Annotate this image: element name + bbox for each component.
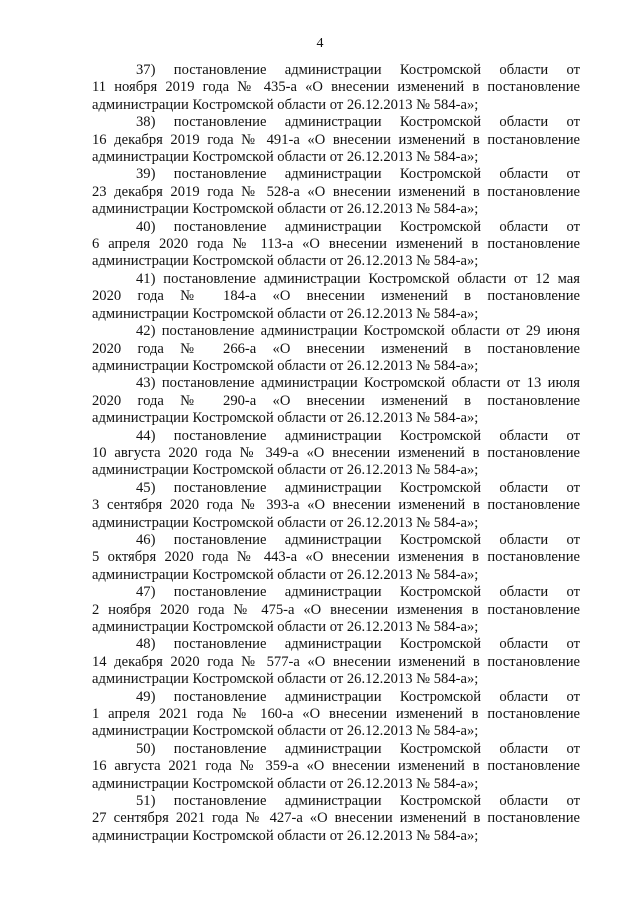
- list-item: [92, 480, 580, 532]
- list-item-line: администрации Костромской области от 26.12.2013 № 584-а»;: [92, 305, 479, 322]
- list-item-line: администрации Костромской области от 26.12.2013 № 584-а»;: [92, 514, 479, 531]
- list-item-line: 6 апреля 2020 года № 113-а «О внесении изменений в постановление: [92, 236, 580, 253]
- list-item-line: 23 декабря 2019 года № 528-а «О внесении изменений в постановление: [92, 183, 580, 200]
- list-item-line: 2 ноября 2020 года № 475-а «О внесении изменения в постановление: [92, 601, 580, 618]
- list-item: [92, 271, 580, 323]
- list-item-line: 14 декабря 2020 года № 577-а «О внесении изменений в постановление: [92, 653, 580, 670]
- list-item-line: 40) постановление администрации Костромской области от: [136, 218, 580, 235]
- list-item-line: администрации Костромской области от 26.12.2013 № 584-а»;: [92, 775, 479, 792]
- list-item-line: 46) постановление администрации Костромской области от: [136, 531, 580, 548]
- list-item-line: 11 ноября 2019 года № 435-а «О внесении изменений в постановление: [92, 79, 580, 96]
- list-item-line: 3 сентября 2020 года № 393-а «О внесении изменений в постановление: [92, 497, 580, 514]
- list-item-line: администрации Костромской области от 26.12.2013 № 584-а»;: [92, 96, 479, 113]
- list-item: [92, 428, 580, 480]
- list-item-line: администрации Костромской области от 26.12.2013 № 584-а»;: [92, 566, 479, 583]
- list-item-line: 39) постановление администрации Костромской области от: [136, 166, 580, 183]
- list-item-line: администрации Костромской области от 26.12.2013 № 584-а»;: [92, 410, 479, 427]
- list-item-line: 2020 года № 184-а «О внесении изменений в постановление: [92, 288, 580, 305]
- list-item-line: 44) постановление администрации Костромской области от: [136, 427, 580, 444]
- regulation-list: [92, 62, 580, 845]
- list-item-line: 50) постановление администрации Костромской области от: [136, 740, 580, 757]
- list-item: [92, 689, 580, 741]
- list-item-line: 2020 года № 266-а «О внесении изменений в постановление: [92, 340, 580, 357]
- list-item: [92, 793, 580, 845]
- list-item-line: 41) постановление администрации Костромской области от 12 мая: [136, 270, 580, 287]
- list-item-line: 5 октября 2020 года № 443-а «О внесении изменения в постановление: [92, 549, 580, 566]
- list-item-line: администрации Костромской области от 26.12.2013 № 584-а»;: [92, 201, 479, 218]
- list-item-line: 37) постановление администрации Костромской области от: [136, 62, 580, 78]
- list-item-line: 1 апреля 2021 года № 160-а «О внесении изменений в постановление: [92, 706, 580, 723]
- list-item: [92, 114, 580, 166]
- list-item-line: 16 декабря 2019 года № 491-а «О внесении изменений в постановление: [92, 131, 580, 148]
- list-item-line: администрации Костромской области от 26.12.2013 № 584-а»;: [92, 357, 479, 374]
- list-item-line: администрации Костромской области от 26.12.2013 № 584-а»;: [92, 149, 479, 166]
- list-item: [92, 375, 580, 427]
- list-item-line: 38) постановление администрации Костромской области от: [136, 114, 580, 131]
- list-item: [92, 636, 580, 688]
- list-item: [92, 532, 580, 584]
- list-item-line: 43) постановление администрации Костромской области от 13 июля: [136, 375, 580, 392]
- list-item-line: 16 августа 2021 года № 359-а «О внесении изменений в постановление: [92, 758, 580, 775]
- list-item-line: администрации Костромской области от 26.12.2013 № 584-а»;: [92, 723, 479, 740]
- list-item-line: 48) постановление администрации Костромской области от: [136, 636, 580, 653]
- list-item-line: администрации Костромской области от 26.12.2013 № 584-а»;: [92, 671, 479, 688]
- list-item-line: администрации Костромской области от 26.12.2013 № 584-а»;: [92, 462, 479, 479]
- list-item-line: администрации Костромской области от 26.12.2013 № 584-а»;: [92, 827, 479, 844]
- list-item: [92, 741, 580, 793]
- list-item-line: 49) постановление администрации Костромской области от: [136, 688, 580, 705]
- list-item: [92, 323, 580, 375]
- list-item-line: администрации Костромской области от 26.12.2013 № 584-а»;: [92, 619, 479, 635]
- list-item: [92, 166, 580, 218]
- list-item-line: 51) постановление администрации Костромской области от: [136, 793, 580, 810]
- list-item: [92, 62, 580, 114]
- list-item-line: 2020 года № 290-а «О внесении изменений в постановление: [92, 392, 580, 409]
- list-item-line: 42) постановление администрации Костромской области от 29 июня: [136, 323, 580, 340]
- list-item: [92, 219, 580, 271]
- list-item-line: 47) постановление администрации Костромской области от: [136, 584, 580, 601]
- list-item-line: 27 сентября 2021 года № 427-а «О внесении изменений в постановление: [92, 810, 580, 827]
- list-item-line: администрации Костромской области от 26.12.2013 № 584-а»;: [92, 253, 479, 270]
- list-item-line: 45) постановление администрации Костромской области от: [136, 479, 580, 496]
- page-number: 4: [316, 36, 324, 51]
- list-item-line: 10 августа 2020 года № 349-а «О внесении изменений в постановление: [92, 444, 580, 461]
- list-item: [92, 584, 580, 636]
